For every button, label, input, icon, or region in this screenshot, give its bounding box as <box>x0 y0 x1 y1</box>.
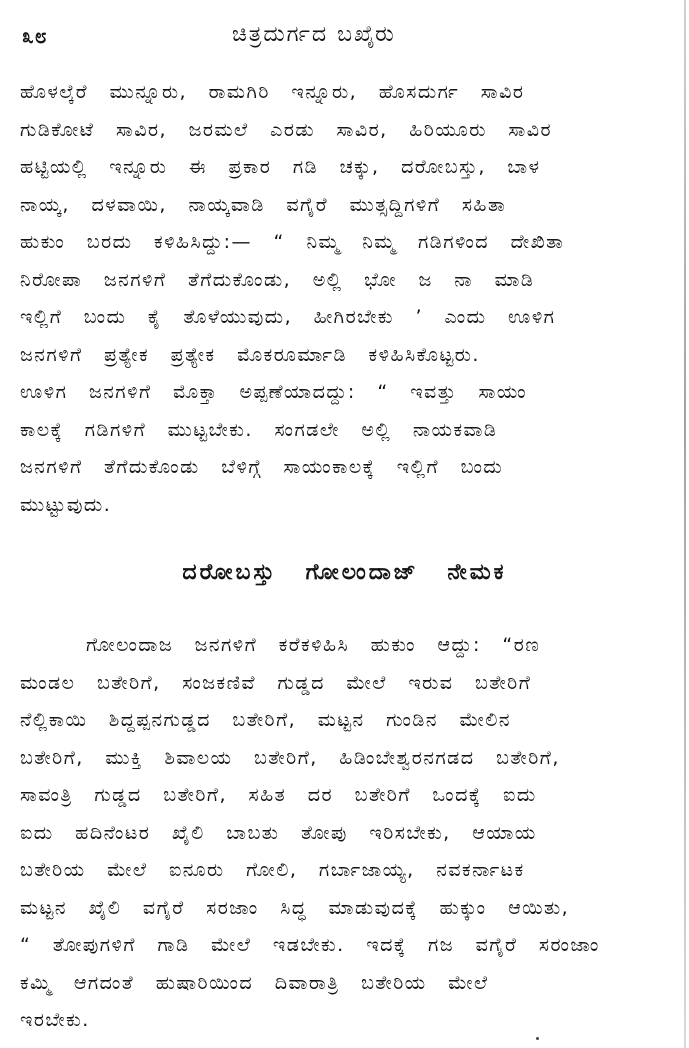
text-line: ಊಳಿಗ ಜನಗಳಿಗೆ ಮೊಕ್ತಾ ಅಪ್ಪಣೆಯಾದದ್ದು: “ ಇವತ್ತು ಸಾಯಂ <box>20 381 528 403</box>
text-line: ಗೋಲಂದಾಜ ಜನಗಳಿಗೆ ಕರೆಕಳಿಹಿಸಿ ಹುಕುಂ ಆದ್ದು: “ರಣ <box>86 634 541 656</box>
running-title: ಚಿತ್ರದುರ್ಗದ ಬಖೈರು <box>232 22 396 47</box>
text-line: ಮಟ್ಟನ ಖೈಲಿ ವಗೈರೆ ಸರಜಾಂ ಸಿದ್ಧ ಮಾಡುವುದಕ್ಕೆ ಹುಕ್ಕುಂ ಆಯಿತು, <box>20 896 570 919</box>
text-line: ಬತೇರಿಗೆ, ಮುಕ್ತಿ ಶಿವಾಲಯ ಬತೇರಿಗೆ, ಹಿಡಿಂಬೇಶ್ವರನಗಡದ ಬತೇರಿಗೆ, <box>20 746 560 769</box>
page-header <box>22 18 662 58</box>
page-edge-shadow <box>684 0 686 1048</box>
text-line: ಜನಗಳಿಗೆ ತೆಗೆದುಕೊಂಡು ಬೆಳಿಗ್ಗೆ ಸಾಯಂಕಾಲಕ್ಕೆ ಇಲ್ಲಿಗೆ ಬಂದು <box>20 456 504 478</box>
paragraph-1 <box>20 74 675 524</box>
text-line: “ ತೋಪುಗಳಿಗೆ ಗಾಡಿ ಮೇಲೆ ಇಡಬೇಕು. ಇದಕ್ಕೆ ಗಜ ವಗೈರೆ ಸರಂಜಾಂ <box>20 934 600 956</box>
text-line: ಗುಡಿಕೋಟೆ ಸಾವಿರ, ಜರಮಲೆ ಎರಡು ಸಾವಿರ, ಹಿರಿಯೂರು ಸಾವಿರ <box>20 118 553 141</box>
text-line: ಮಂಡಲ ಬತೇರಿಗೆ, ಸಂಜಕಣಿವೆ ಗುಡ್ಡದ ಮೇಲೆ ಇರುವ ಬತೇರಿಗೆ <box>20 671 532 694</box>
text-line: ಐದು ಹದಿನೆಂಟರ ಖೈಲಿ ಬಾಬತು ತೋಪು ಇರಿಸಬೇಕು, ಆಯಾಯ <box>20 821 537 844</box>
text-line: ಹುಕುಂ ಬರದು ಕಳಿಹಿಸಿದ್ದು:— “ ನಿಮ್ಮ ನಿಮ್ಮ ಗಡಿಗಳಿಂದ ದೇಖಿತಾ <box>20 231 565 253</box>
text-line: ಬತೇರಿಯ ಮೇಲೆ ಐನೂರು ಗೋಲಿ, ಗರ್ಬಾಜಾಯ್ಯ, ನವಕರ್ನಾಟಕ <box>20 859 525 881</box>
text-line: ಹೊಳಲ್ಕೆರೆ ಮುನ್ನೂರು, ರಾಮಗಿರಿ ಇನ್ನೂರು, ಹೊಸದುರ್ಗ ಸಾವಿರ <box>20 81 525 103</box>
text-line: ಜನಗಳಿಗೆ ಪ್ರತ್ಯೇಕ ಪ್ರತ್ಯೇಕ ಮೊಕರೂರ್ಮಾಡಿ ಕಳಿಹಿಸಿಕೊಟ್ಟರು. <box>20 343 480 366</box>
text-line: ಕಮ್ಮಿ ಆಗದಂತೆ ಹುಷಾರಿಯಿಂದ ದಿವಾರಾತ್ರಿ ಬತೇರಿಯ ಮೇಲೆ <box>20 971 489 994</box>
text-line: ಹಟ್ಟಿಯಲ್ಲಿ ಇನ್ನೂರು ಈ ಪ್ರಕಾರ ಗಡಿ ಚಕ್ಕು, ದರೋಬಸ್ತು, ಬಾಳ <box>20 156 541 178</box>
text-line: ಸಾವಂತ್ರಿ ಗುಡ್ಡದ ಬತೇರಿಗೆ, ಸಹಿತ ದರ ಬತೇರಿಗೆ ಒಂದಕ್ಕೆ ಐದು <box>20 784 537 806</box>
paragraph-2 <box>20 627 675 1040</box>
text-line: ಇಲ್ಲಿಗೆ ಬಂದು ಕೈ ತೊಳೆಯುವುದು, ಹೀಗಿರಬೇಕು ’ ಎಂದು ಊಳಿಗ <box>20 306 556 328</box>
text-line: ಮುಟ್ಟುವುದು. <box>20 493 112 516</box>
section-heading: ದರೋಬಸ್ತು ಗೋಲಂದಾಜ್ ನೇಮಕ <box>182 560 507 585</box>
text-line: ಕಾಲಕ್ಕೆ ಗಡಿಗಳಿಗೆ ಮುಟ್ಟಬೇಕು. ಸಂಗಡಲೇ ಅಲ್ಲಿ ನಾಯಕವಾಡಿ <box>20 418 498 441</box>
text-line: ನೆಲ್ಲಿಕಾಯಿ ಶಿದ್ದಪ್ಪನಗುಡ್ಡದ ಬತೇರಿಗೆ, ಮಟ್ಟನ ಗುಂಡಿನ ಮೇಲಿನ <box>20 709 511 731</box>
text-line: ನಾಯ್ಕ, ದಳವಾಯಿ, ನಾಯ್ಕವಾಡಿ ವಗೈರೆ ಮುತ್ಸದ್ದಿಗಳಿಗೆ ಸಹಿತಾ <box>20 193 507 216</box>
text-line: ಇರಬೇಕು. <box>20 1009 90 1031</box>
ink-speck <box>536 1037 539 1040</box>
page-number: ೩೮ <box>22 24 48 48</box>
text-line: ನಿರೋಪಾ ಜನಗಳಿಗೆ ತೆಗೆದುಕೊಂಡು, ಅಲ್ಲಿ ಭೋ ಜ ನಾ ಮಾಡಿ <box>20 268 535 291</box>
